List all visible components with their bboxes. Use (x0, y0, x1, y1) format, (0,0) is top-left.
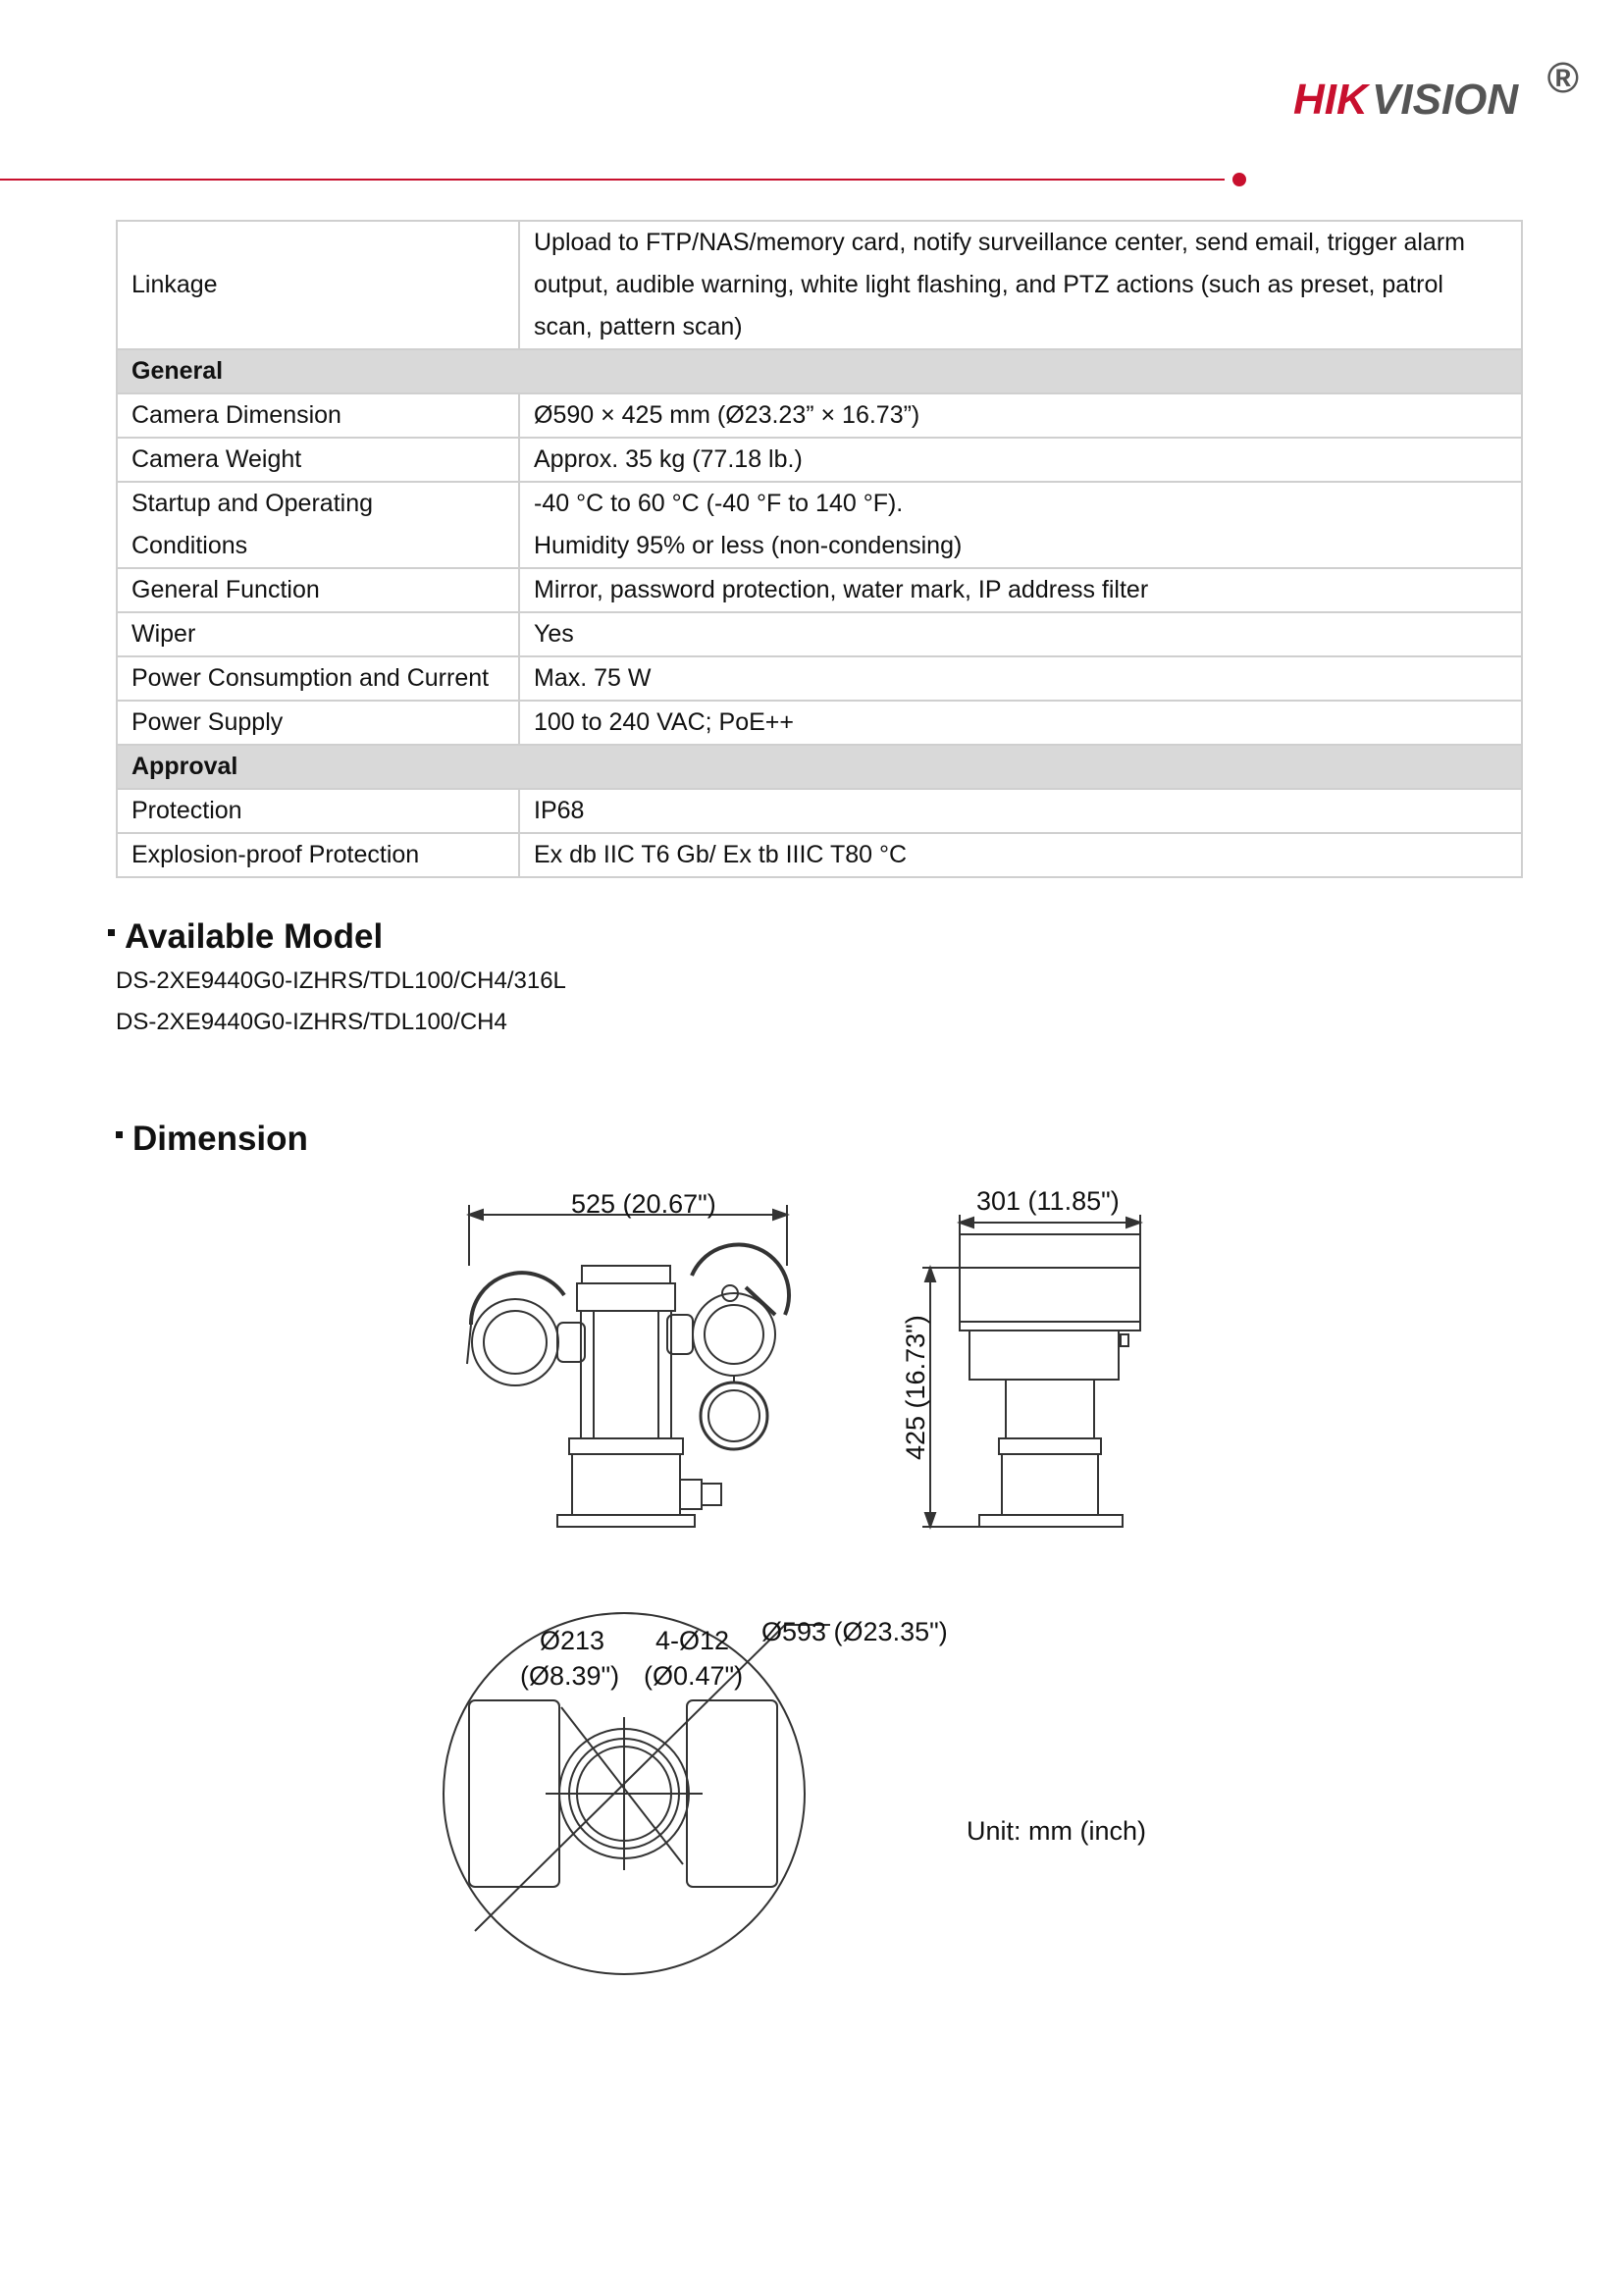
spec-value: IP68 (519, 789, 1522, 833)
spec-key: Camera Weight (117, 438, 519, 482)
spec-value: 100 to 240 VAC; PoE++ (519, 701, 1522, 745)
front-view-drawing (467, 1205, 789, 1527)
spec-key: Protection (117, 789, 519, 833)
spec-value: Max. 75 W (519, 656, 1522, 701)
spec-value-line: Upload to FTP/NAS/memory card, notify surveillance center, send email, trigger alarm (534, 229, 1465, 256)
side-view-drawing (922, 1215, 1140, 1527)
logo-registered: ® (1546, 54, 1579, 102)
spec-key: Camera Dimension (117, 393, 519, 438)
hole-spec-label: 4-Ø12 (655, 1626, 730, 1655)
base-diameter-label: Ø213 (540, 1626, 605, 1655)
spec-value: Mirror, password protection, water mark, IP address filter (519, 568, 1522, 612)
bottom-view-drawing (444, 1613, 830, 1974)
base-diameter-inch-label: (Ø8.39") (520, 1661, 620, 1691)
section-title: Approval (117, 745, 1522, 789)
model-item: DS-2XE9440G0-IZHRS/TDL100/CH4 (116, 1009, 507, 1035)
spec-key: General Function (117, 568, 519, 612)
spec-key-line: Conditions (131, 532, 248, 559)
spec-value-line: scan, pattern scan) (534, 313, 743, 340)
spec-key: Linkage (117, 221, 519, 349)
logo-vision: VISION (1372, 76, 1519, 124)
outer-diameter-label: Ø593 (Ø23.35") (761, 1617, 948, 1646)
available-model-title: Available Model (125, 917, 384, 956)
unit-note: Unit: mm (inch) (967, 1816, 1147, 1846)
front-width-label: 525 (20.67") (571, 1189, 716, 1219)
section-title: General (117, 349, 1522, 393)
spec-key-line: Startup and Operating (131, 490, 373, 517)
spec-key: Explosion-proof Protection (117, 833, 519, 877)
spec-value-line: output, audible warning, white light flashing, and PTZ actions (such as preset, patrol (534, 271, 1443, 298)
spec-value-line: -40 °C to 60 °C (-40 °F to 140 °F). (534, 490, 904, 517)
spec-value: Ø590 × 425 mm (Ø23.23” × 16.73”) (519, 393, 1522, 438)
side-width-label: 301 (11.85") (976, 1186, 1120, 1216)
logo-hik: HIK (1293, 76, 1368, 124)
spec-value: Approx. 35 kg (77.18 lb.) (519, 438, 1522, 482)
spec-value: Ex db IIC T6 Gb/ Ex tb IIIC T80 °C (519, 833, 1522, 877)
spec-key: Power Supply (117, 701, 519, 745)
spec-key: Wiper (117, 612, 519, 656)
spec-value-line: Humidity 95% or less (non-condensing) (534, 532, 963, 559)
spec-key: Power Consumption and Current (117, 656, 519, 701)
model-item: DS-2XE9440G0-IZHRS/TDL100/CH4/316L (116, 967, 566, 994)
dimension-title: Dimension (132, 1120, 308, 1158)
spec-value: Yes (519, 612, 1522, 656)
side-height-label: 425 (16.73") (901, 1315, 930, 1460)
hole-spec-inch-label: (Ø0.47") (644, 1661, 744, 1691)
